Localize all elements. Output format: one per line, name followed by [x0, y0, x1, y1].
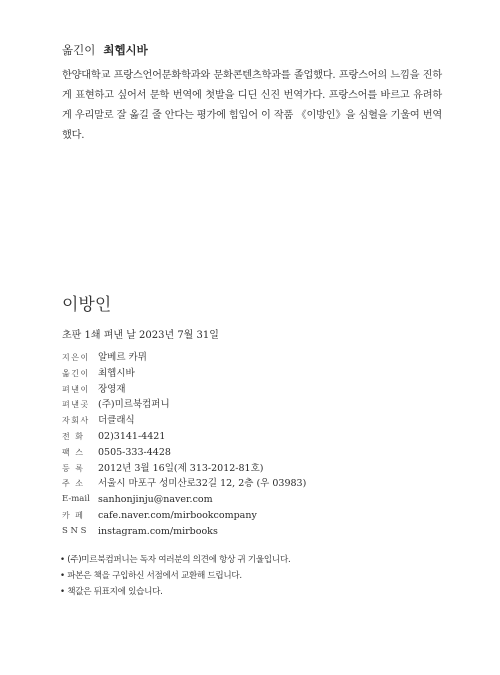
credit-label: 펴낸곳: [62, 400, 90, 410]
credit-subsidiary: [62, 413, 306, 429]
credit-translator: [62, 366, 306, 382]
credit-label: E-mail: [62, 494, 90, 505]
translator-bio: 한양대학교 프랑스언어문화학과와 문화콘텐츠학과를 졸업했다. 프랑스어의 느낌을 진하게 표현하고 싶어서 문학 번역에 첫발을 디딘 신진 번역가다. 프랑스어를 바르고 유려하게 우리말로 잘 옮길 줄 안다는 평가에 힘입어 이 작품 《이방인》을 심혈을 기울여 번역했다.: [62, 70, 442, 141]
translator-section: [62, 42, 442, 146]
translator-heading: [62, 42, 442, 58]
credit-value: 알베르 카뮈: [98, 352, 147, 363]
credit-label: 펴낸이: [62, 384, 90, 394]
credit-value: instagram.com/mirbooks: [98, 525, 218, 537]
credit-value: 2012년 3월 16일(제 313-2012-81호): [98, 462, 264, 474]
reader-notes: [60, 552, 290, 600]
credit-label: 팩 스: [62, 447, 85, 457]
credit-publisher-person: [62, 382, 306, 398]
credit-label: 카 페: [62, 510, 85, 520]
credit-label: 지은이: [62, 353, 90, 362]
credit-cafe: [62, 508, 306, 524]
credit-phone: [62, 429, 306, 445]
credit-value: 02)3141-4421: [98, 430, 166, 442]
note-item: • (주)미르북컴퍼니는 독자 여러분의 의견에 항상 귀 기울입니다.: [60, 552, 290, 568]
credit-value: sanhonjinju@naver.com: [98, 494, 213, 506]
translator-role: 옮긴이: [62, 43, 96, 57]
credit-registration: [62, 461, 306, 477]
credit-label: S N S: [62, 525, 87, 536]
credit-value: 서울시 마포구 성미산로32길 12, 2층 (우 03983): [98, 478, 307, 490]
credit-publisher: [62, 397, 306, 413]
credit-value: 더클래식: [98, 415, 135, 427]
credit-label: 옮긴이: [62, 368, 90, 378]
credit-value: (주)미르북컴퍼니: [98, 399, 170, 411]
note-item: • 책값은 뒤표지에 있습니다.: [60, 584, 290, 600]
credit-label: 등 록: [62, 463, 85, 473]
credit-value: 최헵시바: [98, 367, 135, 379]
edition-date: 초판 1쇄 펴낸 날 2023년 7월 31일: [62, 330, 219, 341]
credit-sns: [62, 524, 306, 540]
translator-name: 최헵시바: [103, 43, 148, 57]
credit-label: 주 소: [62, 479, 85, 489]
credit-address: [62, 476, 306, 492]
credit-label: 자회사: [62, 416, 90, 426]
credit-value: 0505-333-4428: [98, 446, 171, 458]
book-title: 이방인: [62, 295, 112, 315]
credit-email: [62, 492, 306, 508]
credit-author: [62, 350, 306, 366]
credit-fax: [62, 445, 306, 461]
colophon-credits: [62, 350, 306, 540]
credit-value: cafe.naver.com/mirbookcompany: [98, 509, 257, 521]
credit-label: 전 화: [62, 431, 85, 441]
credit-value: 장영재: [98, 383, 126, 395]
note-item: • 파본은 책을 구입하신 서점에서 교환해 드립니다.: [60, 568, 290, 584]
